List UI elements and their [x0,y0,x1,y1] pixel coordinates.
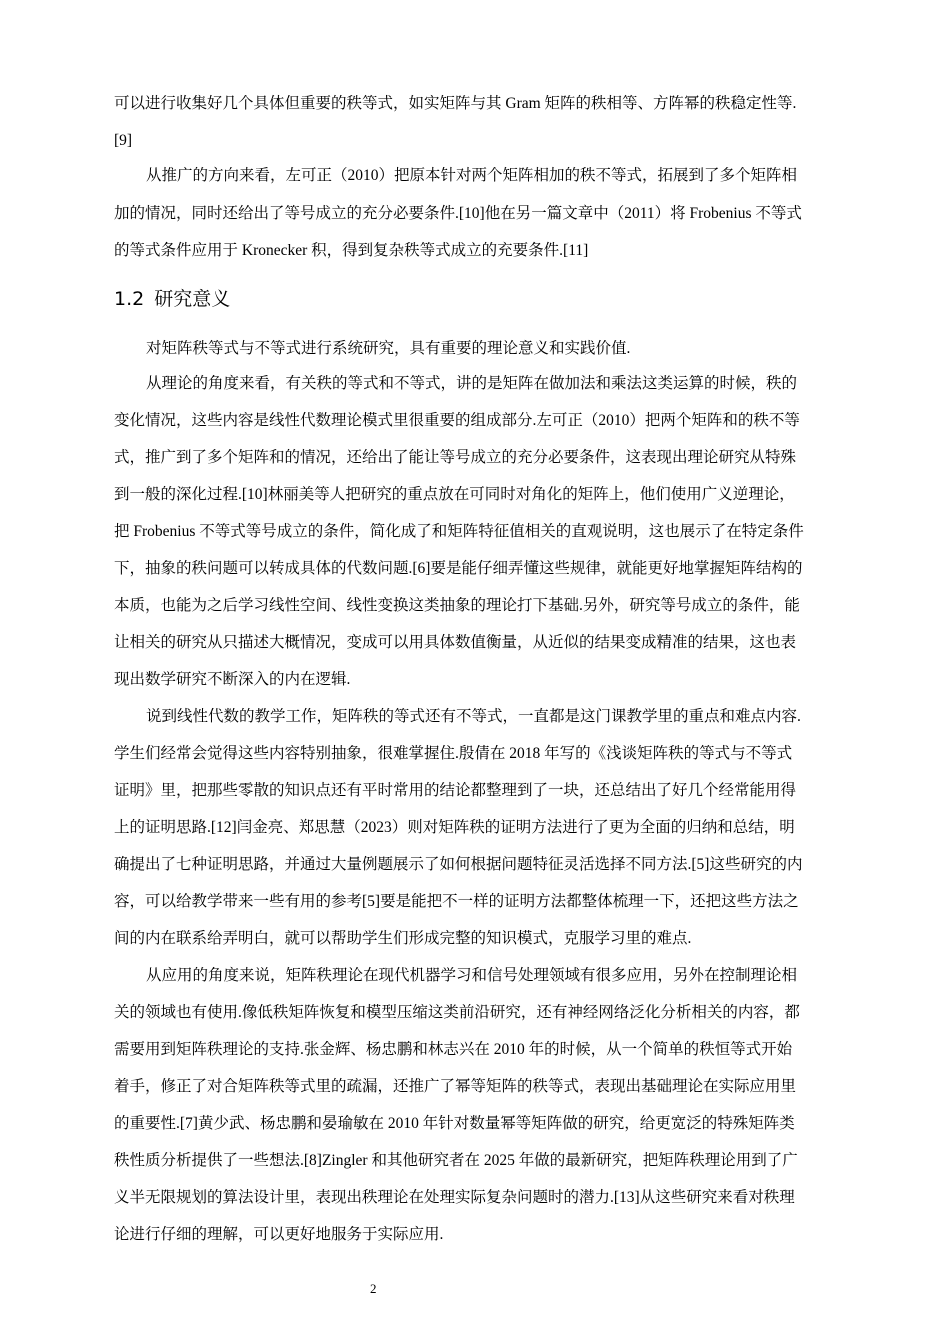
text-line: 上的证明思路.[12]闫金亮、郑思慧（2023）则对矩阵秩的证明方法进行了更为全面的归纳和总结，明 [114,819,795,836]
text-line: 的等式条件应用于 Kronecker 积，得到复杂秩等式成立的充要条件.[11] [114,242,589,259]
text-line: 说到线性代数的教学工作，矩阵秩的等式还有不等式，一直都是这门课教学里的重点和难点内容. [146,708,801,725]
text-line: 间的内在联系给弄明白，就可以帮助学生们形成完整的知识模式，克服学习里的难点. [114,930,692,947]
text-line: 对矩阵秩等式与不等式进行系统研究，具有重要的理论意义和实践价值. [146,340,631,357]
text-line: 的重要性.[7]黄少武、杨忠鹏和晏瑜敏在 2010 年针对数量幂等矩阵做的研究，给更宽泛的特殊矩阵类 [114,1115,795,1132]
text-line: [9] [114,132,133,149]
section-title: 研究意义 [154,288,231,310]
text-line: 义半无限规划的算法设计里，表现出秩理论在处理实际复杂问题时的潜力.[13]从这些研究来看对秩理 [114,1189,795,1206]
text-line: 关的领域也有使用.像低秩矩阵恢复和模型压缩这类前沿研究，还有神经网络泛化分析相关的内容，都 [114,1004,800,1021]
text-line: 现出数学研究不断深入的内在逻辑. [114,671,351,688]
text-line: 确提出了七种证明思路，并通过大量例题展示了如何根据问题特征灵活选择不同方法.[5]这些研究的内 [114,856,803,873]
text-line: 加的情况，同时还给出了等号成立的充分必要条件.[10]他在另一篇文章中（2011）将 Frobenius 不等式 [114,205,802,222]
text-line: 式，推广到了多个矩阵和的情况，还给出了能让等号成立的充分必要条件，这表现出理论研究从特殊 [114,449,797,466]
text-line: 证明》里，把那些零散的知识点还有平时常用的结论都整理到了一块，还总结出了好几个经常能用得 [114,782,797,799]
text-line: 着手，修正了对合矩阵秩等式里的疏漏，还推广了幂等矩阵的秩等式，表现出基础理论在实际应用里 [114,1078,797,1095]
text-line: 秩性质分析提供了一些想法.[8]Zingler 和其他研究者在 2025 年做的最新研究，把矩阵秩理论用到了广 [114,1152,798,1169]
text-line: 让相关的研究从只描述大概情况，变成可以用具体数值衡量，从近似的结果变成精准的结果，这也表 [114,634,797,651]
text-line: 论进行仔细的理解，可以更好地服务于实际应用. [114,1226,444,1243]
section-number: 1.2 [114,288,145,310]
text-line: 下，抽象的秩问题可以转成具体的代数问题.[6]要是能仔细弄懂这些规律，就能更好地掌握矩阵结构的 [114,560,803,577]
page-number: 2 [370,1281,377,1296]
text-line: 学生们经常会觉得这些内容特别抽象，很难掌握住.殷倩在 2018 年写的《浅谈矩阵秩的等式与不等式 [114,745,793,762]
text-line: 容，可以给教学带来一些有用的参考[5]要是能把不一样的证明方法都整体梳理一下，还把这些方法之 [114,893,799,910]
text-line: 从应用的角度来说，矩阵秩理论在现代机器学习和信号处理领域有很多应用，另外在控制理论相 [146,967,798,984]
text-line: 从推广的方向来看，左可正（2010）把原本针对两个矩阵相加的秩不等式，拓展到了多个矩阵相 [146,167,798,184]
text-line: 到一般的深化过程.[10]林丽美等人把研究的重点放在可同时对角化的矩阵上，他们使用广义逆理论， [114,486,795,503]
text-line: 把 Frobenius 不等式等号成立的条件，简化成了和矩阵特征值相关的直观说明，这也展示了在特定条件 [114,523,804,540]
text-line: 可以进行收集好几个具体但重要的秩等式，如实矩阵与其 Gram 矩阵的秩相等、方阵幂的秩稳定性等. [114,95,797,112]
text-line: 从理论的角度来看，有关秩的等式和不等式，讲的是矩阵在做加法和乘法这类运算的时候，秩的 [146,375,798,392]
text-line: 需要用到矩阵秩理论的支持.张金辉、杨忠鹏和林志兴在 2010 年的时候，从一个简单的秩恒等式开始 [114,1041,793,1058]
section-heading [114,287,230,311]
text-line: 变化情况，这些内容是线性代数理论模式里很重要的组成部分.左可正（2010）把两个矩阵和的秩不等 [114,412,800,429]
text-line: 本质，也能为之后学习线性空间、线性变换这类抽象的理论打下基础.另外，研究等号成立的条件，能 [114,597,800,614]
